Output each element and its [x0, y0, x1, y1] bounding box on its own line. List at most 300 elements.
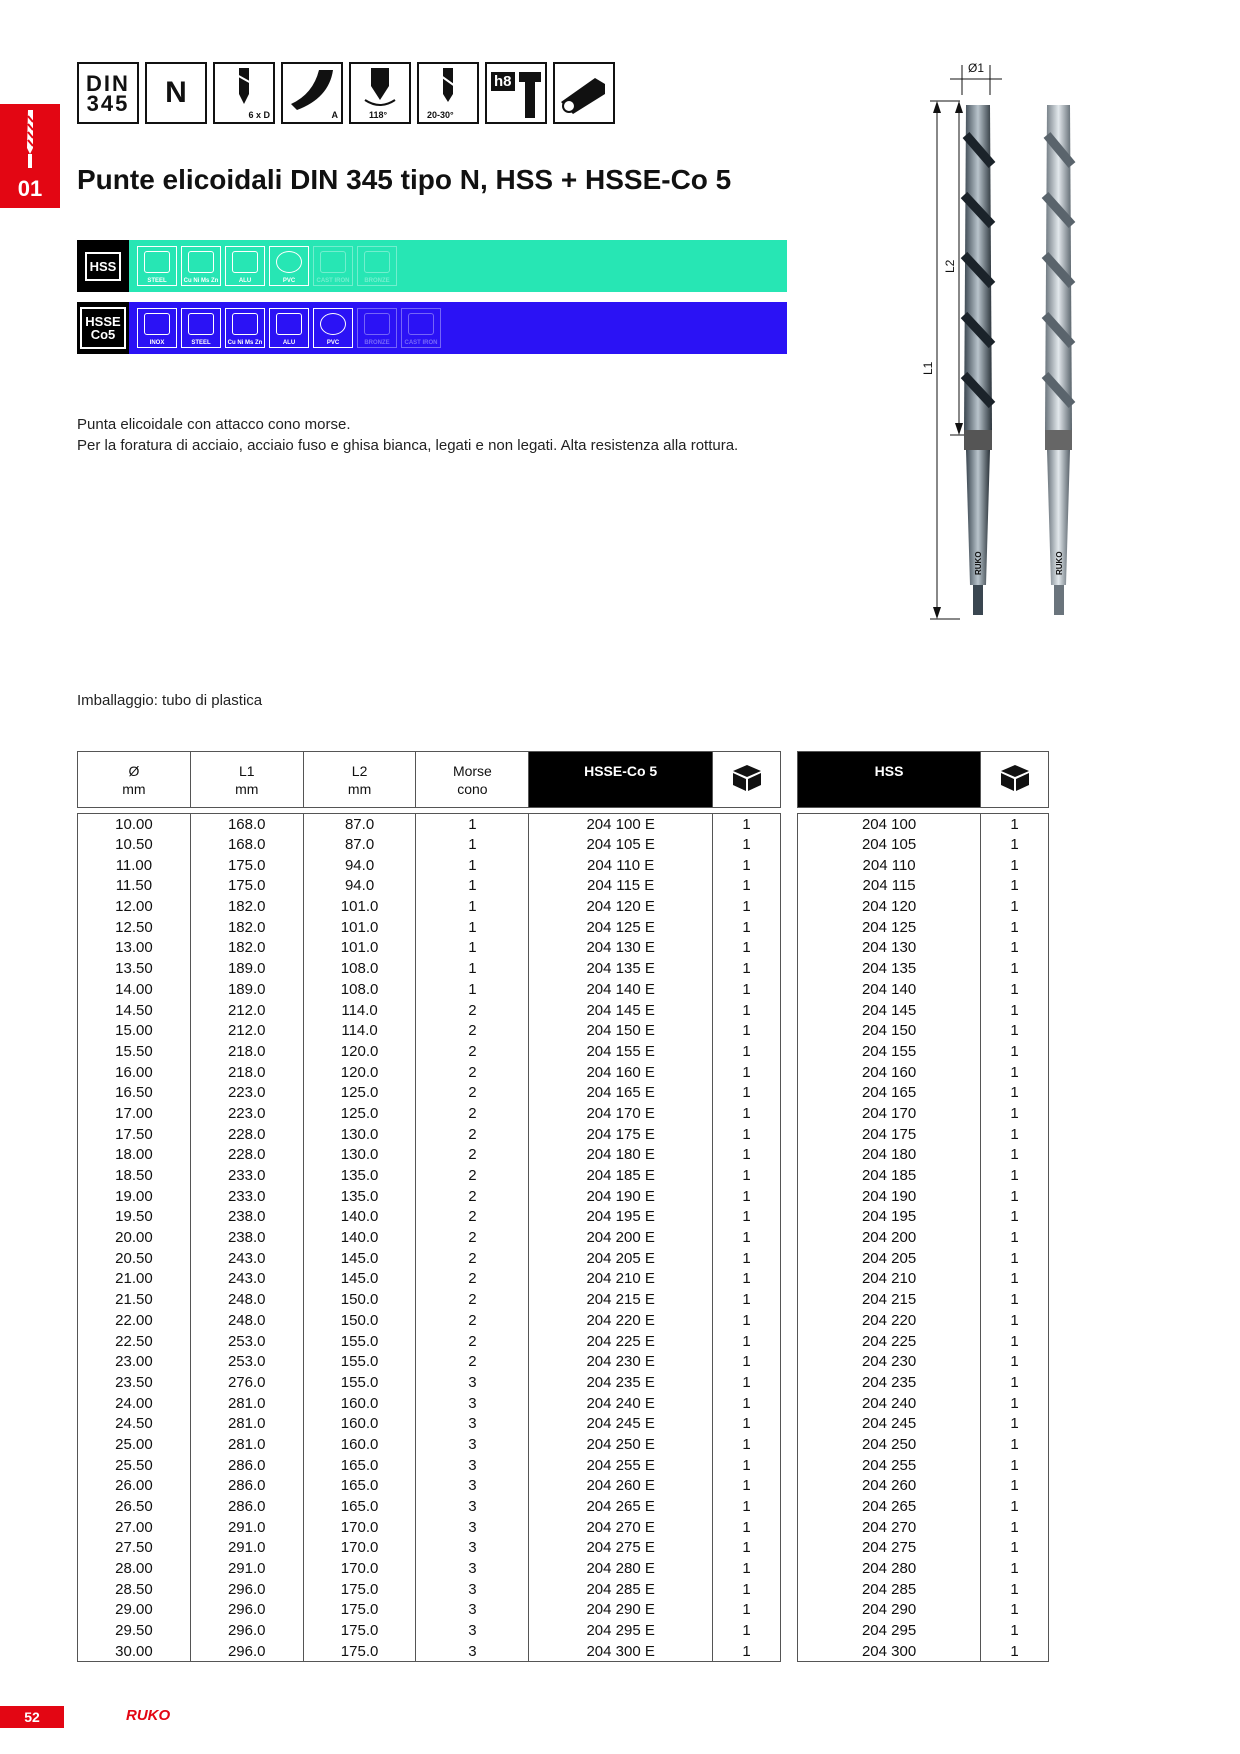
morse-cell: 2 [416, 1165, 529, 1186]
hsse-code-cell: 204 300 E [529, 1641, 713, 1662]
hsse-qty-cell: 1 [713, 917, 781, 938]
hsse-code-cell: 204 230 E [529, 1351, 713, 1372]
table-row [798, 1289, 1049, 1310]
hsse-qty-cell: 1 [713, 979, 781, 1000]
diameter-cell: 20.00 [78, 1227, 191, 1248]
hsse-qty-cell: 1 [713, 1393, 781, 1414]
diameter-cell: 18.50 [78, 1165, 191, 1186]
hsse-code-cell: 204 210 E [529, 1269, 713, 1290]
hss-qty-cell: 1 [981, 1186, 1049, 1207]
table-row [798, 1041, 1049, 1062]
hss-code-cell: 204 295 [798, 1620, 981, 1641]
hss-qty-cell: 1 [981, 1227, 1049, 1248]
l2-cell: 114.0 [303, 1020, 416, 1041]
morse-cell: 3 [416, 1413, 529, 1434]
morse-cell: 2 [416, 1082, 529, 1103]
hsse-code-cell: 204 140 E [529, 979, 713, 1000]
hss-code-cell: 204 235 [798, 1372, 981, 1393]
hsse-qty-cell: 1 [713, 1351, 781, 1372]
hsse-code-cell: 204 235 E [529, 1372, 713, 1393]
product-description: Punta elicoidale con attacco cono morse. Per la foratura di acciaio, acciaio fuso e ghisa bianca, legati e non legati. Alta resistenza alla rottura. [77, 416, 739, 454]
hss-qty-cell: 1 [981, 1372, 1049, 1393]
diameter-cell: 13.50 [78, 958, 191, 979]
l1-cell: 218.0 [190, 1041, 303, 1062]
hsse-code-cell: 204 165 E [529, 1082, 713, 1103]
hss-code-badge: HSS [77, 240, 129, 292]
morse-cell: 2 [416, 1186, 529, 1207]
diameter-cell: 19.00 [78, 1186, 191, 1207]
l1-cell: 248.0 [190, 1289, 303, 1310]
hsse-qty-cell: 1 [713, 1558, 781, 1579]
hss-qty-cell: 1 [981, 1103, 1049, 1124]
hss-qty-cell: 1 [981, 1351, 1049, 1372]
hss-qty-cell: 1 [981, 1269, 1049, 1290]
table-row [78, 1393, 781, 1414]
hss-qty-cell: 1 [981, 1020, 1049, 1041]
morse-cell: 3 [416, 1558, 529, 1579]
table-row [798, 938, 1049, 959]
hss-code-cell: 204 180 [798, 1145, 981, 1166]
l1-cell: 243.0 [190, 1248, 303, 1269]
hss-qty-cell: 1 [981, 896, 1049, 917]
l2-cell: 135.0 [303, 1165, 416, 1186]
hsse-code-cell: 204 100 E [529, 814, 713, 835]
table-row [798, 1331, 1049, 1352]
l2-cell: 165.0 [303, 1455, 416, 1476]
hsse-qty-cell: 1 [713, 1145, 781, 1166]
package-box-icon [981, 752, 1049, 808]
table-row [78, 1103, 781, 1124]
hss-qty-cell: 1 [981, 958, 1049, 979]
hss-code-cell: 204 130 [798, 938, 981, 959]
hsse-code-cell: 204 175 E [529, 1124, 713, 1145]
hsse-code-cell: 204 170 E [529, 1103, 713, 1124]
hsse-qty-cell: 1 [713, 938, 781, 959]
table-row [798, 1372, 1049, 1393]
morse-cell: 2 [416, 1124, 529, 1145]
table-row [78, 979, 781, 1000]
table-row [78, 1579, 781, 1600]
l1-cell: 286.0 [190, 1455, 303, 1476]
material-pvc-icon: PVC [269, 246, 309, 286]
table-row [78, 1538, 781, 1559]
hsse-code-cell: 204 180 E [529, 1145, 713, 1166]
morse-cell: 2 [416, 1145, 529, 1166]
point-angle-icon: 118° [349, 62, 411, 124]
morse-cell: 3 [416, 1600, 529, 1621]
table-row [798, 1641, 1049, 1662]
morse-cell: 2 [416, 1310, 529, 1331]
hsse-code-cell: 204 130 E [529, 938, 713, 959]
hsse-code-cell: 204 265 E [529, 1496, 713, 1517]
hss-qty-cell: 1 [981, 1310, 1049, 1331]
diameter-cell: 10.50 [78, 834, 191, 855]
l1-cell: 228.0 [190, 1145, 303, 1166]
material-steel-icon: STEEL [137, 246, 177, 286]
table-row [798, 1455, 1049, 1476]
hsse-code-cell: 204 115 E [529, 876, 713, 897]
l2-cell: 101.0 [303, 917, 416, 938]
table-row [78, 1434, 781, 1455]
table-row [78, 896, 781, 917]
hsse-qty-cell: 1 [713, 1020, 781, 1041]
hss-qty-cell: 1 [981, 1558, 1049, 1579]
morse-cell: 1 [416, 938, 529, 959]
morse-cell: 3 [416, 1496, 529, 1517]
l2-cell: 155.0 [303, 1372, 416, 1393]
hss-code-cell: 204 115 [798, 876, 981, 897]
hss-qty-cell: 1 [981, 1145, 1049, 1166]
table-row [798, 1227, 1049, 1248]
table-row [78, 1227, 781, 1248]
morse-cell: 3 [416, 1434, 529, 1455]
morse-cell: 2 [416, 1020, 529, 1041]
diameter-cell: 29.50 [78, 1620, 191, 1641]
l1-cell: 291.0 [190, 1538, 303, 1559]
hsse-qty-cell: 1 [713, 1331, 781, 1352]
hsse-qty-cell: 1 [713, 1082, 781, 1103]
hsse-code-cell: 204 110 E [529, 855, 713, 876]
table-row [78, 1372, 781, 1393]
hss-code-cell: 204 100 [798, 814, 981, 835]
l1-cell: 296.0 [190, 1579, 303, 1600]
table-row [78, 1207, 781, 1228]
table-row [78, 1620, 781, 1641]
l1-cell: 281.0 [190, 1413, 303, 1434]
hss-qty-cell: 1 [981, 1000, 1049, 1021]
hsse-qty-cell: 1 [713, 1372, 781, 1393]
l1-cell: 296.0 [190, 1641, 303, 1662]
hss-qty-cell: 1 [981, 1620, 1049, 1641]
hss-qty-cell: 1 [981, 1476, 1049, 1497]
drill-icon [20, 108, 40, 170]
diameter-cell: 27.50 [78, 1538, 191, 1559]
hss-header: HSS [798, 752, 981, 808]
hsse-code-cell: 204 135 E [529, 958, 713, 979]
material-cast-iron-icon: CAST IRON [313, 246, 353, 286]
hss-code-cell: 204 185 [798, 1165, 981, 1186]
diameter-cell: 29.00 [78, 1600, 191, 1621]
table-row [798, 1538, 1049, 1559]
hsse-code-cell: 204 270 E [529, 1517, 713, 1538]
morse-cell: 2 [416, 1207, 529, 1228]
hss-code-cell: 204 120 [798, 896, 981, 917]
hsse-qty-cell: 1 [713, 1041, 781, 1062]
l2-cell: 140.0 [303, 1207, 416, 1228]
morse-cell: 3 [416, 1641, 529, 1662]
hss-code-cell: 204 150 [798, 1020, 981, 1041]
hss-qty-cell: 1 [981, 1538, 1049, 1559]
diameter-cell: 15.50 [78, 1041, 191, 1062]
type-n-icon: N [145, 62, 207, 124]
hsse-qty-cell: 1 [713, 896, 781, 917]
l1-cell: 281.0 [190, 1434, 303, 1455]
din-standard-icon: DIN 345 [77, 62, 139, 124]
table-row [78, 958, 781, 979]
hsse-qty-cell: 1 [713, 1496, 781, 1517]
hss-code-cell: 204 105 [798, 834, 981, 855]
table-row [78, 1248, 781, 1269]
morse-taper-icon [553, 62, 615, 124]
drill-brand-mark: RUKO [1055, 551, 1064, 575]
table-row [78, 876, 781, 897]
l1-cell: 189.0 [190, 958, 303, 979]
morse-cell: 2 [416, 1062, 529, 1083]
diameter-cell: 24.00 [78, 1393, 191, 1414]
hss-qty-cell: 1 [981, 855, 1049, 876]
packaging-note: Imballaggio: tubo di plastica [77, 692, 263, 709]
table-row [78, 1062, 781, 1083]
hss-qty-cell: 1 [981, 876, 1049, 897]
l1-label: L1 [921, 361, 935, 375]
l1-cell: 228.0 [190, 1124, 303, 1145]
table-row [798, 1124, 1049, 1145]
l2-cell: 94.0 [303, 855, 416, 876]
hsse-qty-cell: 1 [713, 1207, 781, 1228]
table-row [798, 1186, 1049, 1207]
hss-material-band [77, 240, 787, 292]
morse-cell: 3 [416, 1393, 529, 1414]
hss-code-cell: 204 220 [798, 1310, 981, 1331]
hsse-qty-cell: 1 [713, 1620, 781, 1641]
hsse-code-cell: 204 275 E [529, 1538, 713, 1559]
hsse-code-cell: 204 205 E [529, 1248, 713, 1269]
diameter-cell: 12.50 [78, 917, 191, 938]
hsse-code-cell: 204 280 E [529, 1558, 713, 1579]
material-alu-icon: ALU [225, 246, 265, 286]
table-row [78, 814, 781, 835]
l2-cell: 165.0 [303, 1496, 416, 1517]
table-row [798, 1496, 1049, 1517]
hss-code-cell: 204 205 [798, 1248, 981, 1269]
l1-header: L1 mm [190, 752, 303, 808]
hss-code-cell: 204 190 [798, 1186, 981, 1207]
l2-cell: 155.0 [303, 1331, 416, 1352]
material-nonferrous-icon: Cu Ni Ms Zn [225, 308, 265, 348]
l1-cell: 175.0 [190, 855, 303, 876]
hsse-code-cell: 204 185 E [529, 1165, 713, 1186]
package-box-icon [713, 752, 781, 808]
morse-cell: 2 [416, 1248, 529, 1269]
morse-cell: 2 [416, 1227, 529, 1248]
morse-cell: 1 [416, 834, 529, 855]
table-row [78, 1289, 781, 1310]
hsse-qty-cell: 1 [713, 1434, 781, 1455]
l1-cell: 296.0 [190, 1600, 303, 1621]
diameter-cell: 13.00 [78, 938, 191, 959]
table-row [78, 1600, 781, 1621]
l2-cell: 108.0 [303, 958, 416, 979]
hss-qty-cell: 1 [981, 1331, 1049, 1352]
l2-cell: 160.0 [303, 1393, 416, 1414]
l1-cell: 223.0 [190, 1082, 303, 1103]
hsse-qty-cell: 1 [713, 1289, 781, 1310]
l1-cell: 212.0 [190, 1000, 303, 1021]
table-row [798, 1020, 1049, 1041]
hss-qty-cell: 1 [981, 1455, 1049, 1476]
hsse-qty-cell: 1 [713, 1227, 781, 1248]
hss-code-cell: 204 165 [798, 1082, 981, 1103]
table-row [798, 1476, 1049, 1497]
morse-cell: 3 [416, 1476, 529, 1497]
table-row [78, 1165, 781, 1186]
tolerance-icon: h8 [485, 62, 547, 124]
hss-qty-cell: 1 [981, 1124, 1049, 1145]
drill-brand-mark: RUKO [974, 551, 983, 575]
l1-cell: 291.0 [190, 1558, 303, 1579]
hss-qty-cell: 1 [981, 1413, 1049, 1434]
table-row [78, 1020, 781, 1041]
morse-cell: 1 [416, 979, 529, 1000]
l2-cell: 170.0 [303, 1517, 416, 1538]
diameter-cell: 30.00 [78, 1641, 191, 1662]
morse-cell: 1 [416, 896, 529, 917]
diameter-cell: 14.00 [78, 979, 191, 1000]
hsse-code-cell: 204 285 E [529, 1579, 713, 1600]
diameter-cell: 11.00 [78, 855, 191, 876]
l2-cell: 175.0 [303, 1641, 416, 1662]
length-icon: 6 x D [213, 62, 275, 124]
l1-cell: 253.0 [190, 1351, 303, 1372]
hsse-qty-cell: 1 [713, 1641, 781, 1662]
table-row [798, 1351, 1049, 1372]
morse-cell: 2 [416, 1331, 529, 1352]
table-row [78, 1496, 781, 1517]
diameter-cell: 18.00 [78, 1145, 191, 1166]
table-row [798, 1207, 1049, 1228]
diameter-cell: 24.50 [78, 1413, 191, 1434]
diameter-cell: 17.50 [78, 1124, 191, 1145]
table-row [78, 834, 781, 855]
morse-cell: 1 [416, 814, 529, 835]
hsse-qty-cell: 1 [713, 834, 781, 855]
table-row [78, 1041, 781, 1062]
hss-qty-cell: 1 [981, 1165, 1049, 1186]
hsse-qty-cell: 1 [713, 1124, 781, 1145]
morse-cell: 3 [416, 1579, 529, 1600]
l1-cell: 212.0 [190, 1020, 303, 1041]
hss-code-cell: 204 250 [798, 1434, 981, 1455]
table-row [798, 917, 1049, 938]
morse-header: Morse cono [416, 752, 529, 808]
hss-qty-cell: 1 [981, 1579, 1049, 1600]
hss-code-cell: 204 160 [798, 1062, 981, 1083]
material-pvc-icon: PVC [313, 308, 353, 348]
morse-cell: 2 [416, 1103, 529, 1124]
hss-qty-cell: 1 [981, 1517, 1049, 1538]
l2-cell: 175.0 [303, 1620, 416, 1641]
diameter-cell: 21.00 [78, 1269, 191, 1290]
hss-code-cell: 204 155 [798, 1041, 981, 1062]
hss-code-cell: 204 225 [798, 1331, 981, 1352]
diameter-cell: 22.50 [78, 1331, 191, 1352]
hsse-code-cell: 204 260 E [529, 1476, 713, 1497]
table-row [798, 1517, 1049, 1538]
diameter-cell: 23.00 [78, 1351, 191, 1372]
hsse-code-cell: 204 225 E [529, 1331, 713, 1352]
diameter-cell: 14.50 [78, 1000, 191, 1021]
l2-cell: 165.0 [303, 1476, 416, 1497]
l2-cell: 125.0 [303, 1103, 416, 1124]
table-row [798, 1558, 1049, 1579]
table-row [798, 1000, 1049, 1021]
l2-cell: 170.0 [303, 1538, 416, 1559]
l2-cell: 101.0 [303, 938, 416, 959]
drill-drawing [920, 55, 1100, 635]
hss-qty-cell: 1 [981, 1434, 1049, 1455]
hss-qty-cell: 1 [981, 1082, 1049, 1103]
hss-qty-cell: 1 [981, 917, 1049, 938]
table-row [78, 1269, 781, 1290]
diameter-cell: 22.00 [78, 1310, 191, 1331]
l2-cell: 160.0 [303, 1413, 416, 1434]
diameter-cell: 12.00 [78, 896, 191, 917]
hss-qty-cell: 1 [981, 1641, 1049, 1662]
hsse-qty-cell: 1 [713, 1269, 781, 1290]
hss-qty-cell: 1 [981, 938, 1049, 959]
morse-cell: 1 [416, 876, 529, 897]
footer-brand: RUKO [126, 1707, 171, 1724]
l2-cell: 150.0 [303, 1289, 416, 1310]
hsse-code-cell: 204 195 E [529, 1207, 713, 1228]
hss-qty-cell: 1 [981, 834, 1049, 855]
table-row [78, 1186, 781, 1207]
hsse-qty-cell: 1 [713, 1455, 781, 1476]
material-cast-iron-icon: CAST IRON [401, 308, 441, 348]
material-bronze-icon: BRONZE [357, 308, 397, 348]
hsse-code-cell: 204 250 E [529, 1434, 713, 1455]
hsse-qty-cell: 1 [713, 1538, 781, 1559]
hsse-code-cell: 204 215 E [529, 1289, 713, 1310]
table-row [798, 896, 1049, 917]
l1-cell: 291.0 [190, 1517, 303, 1538]
hss-code-cell: 204 280 [798, 1558, 981, 1579]
material-bronze-icon: BRONZE [357, 246, 397, 286]
table-row [78, 1000, 781, 1021]
hss-code-cell: 204 275 [798, 1538, 981, 1559]
hsse-qty-cell: 1 [713, 1517, 781, 1538]
hss-qty-cell: 1 [981, 1289, 1049, 1310]
page-number: 52 [0, 1706, 64, 1728]
hss-code-cell: 204 125 [798, 917, 981, 938]
table-row [78, 1310, 781, 1331]
l2-header: L2 mm [303, 752, 416, 808]
hsse-code-cell: 204 150 E [529, 1020, 713, 1041]
diameter-cell: 21.50 [78, 1289, 191, 1310]
hsse-code-cell: 204 105 E [529, 834, 713, 855]
hsse-qty-cell: 1 [713, 1062, 781, 1083]
table-row [78, 1082, 781, 1103]
l2-cell: 150.0 [303, 1310, 416, 1331]
l1-cell: 238.0 [190, 1207, 303, 1228]
hss-code-cell: 204 195 [798, 1207, 981, 1228]
hss-code-cell: 204 170 [798, 1103, 981, 1124]
diameter-cell: 20.50 [78, 1248, 191, 1269]
table-row [798, 876, 1049, 897]
hsse-code-cell: 204 245 E [529, 1413, 713, 1434]
material-steel-icon: STEEL [181, 308, 221, 348]
l2-cell: 120.0 [303, 1041, 416, 1062]
hsse-code-cell: 204 125 E [529, 917, 713, 938]
material-nonferrous-icon: Cu Ni Ms Zn [181, 246, 221, 286]
hsse-code-cell: 204 190 E [529, 1186, 713, 1207]
morse-cell: 2 [416, 1289, 529, 1310]
table-row [798, 958, 1049, 979]
hss-code-cell: 204 255 [798, 1455, 981, 1476]
hss-qty-cell: 1 [981, 814, 1049, 835]
hsse-code-cell: 204 145 E [529, 1000, 713, 1021]
l1-cell: 286.0 [190, 1496, 303, 1517]
